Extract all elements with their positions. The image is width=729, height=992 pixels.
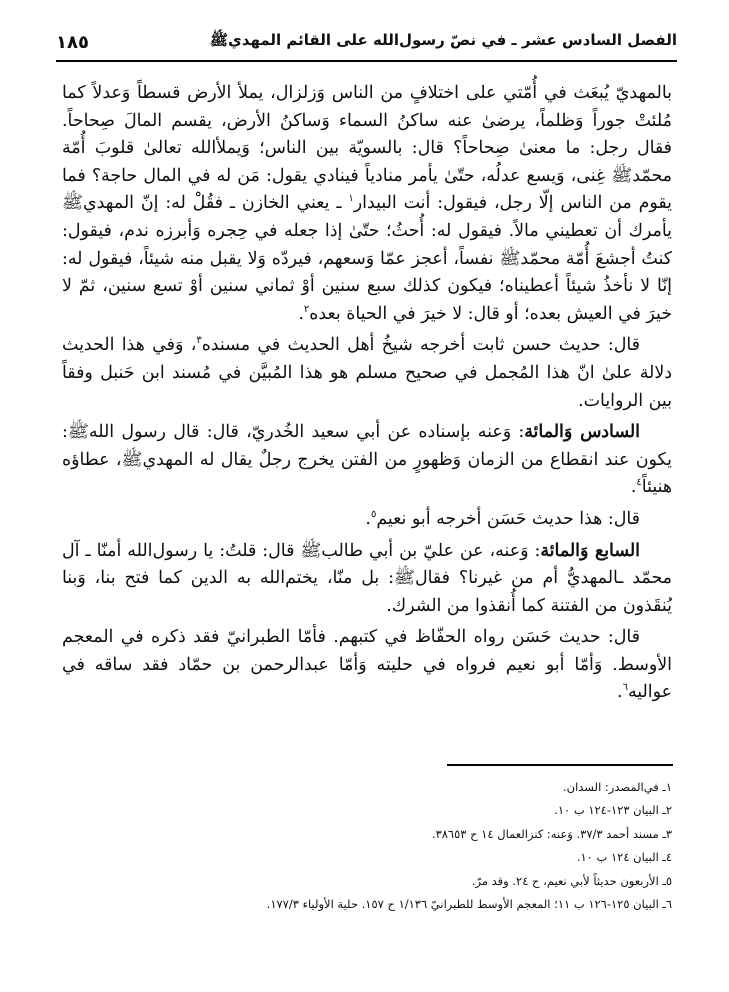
footnote-6: ٦ـ البيان ١٢٥-١٢٦ ب ١١؛ المعجم الأوسط للطبرانيّ ١/١٣٦ ح ١٥٧. حلية الأولياء ١٧٧/٣. xyxy=(266,897,672,912)
footnote-4: ٤ـ البيان ١٢٤ ب ١٠. xyxy=(576,850,672,865)
paragraph-4 xyxy=(62,506,672,534)
paragraph-2-text-cont: ، وَفي هذا الحديث دلالة علىٰ انّ هذا المُجمل في صحيح مسلم هو هذا المُبيَّن في مُسند ابن حَنبل وفقاً بين الروايات. xyxy=(62,335,672,411)
footnote-ref-6: ٦ xyxy=(622,682,628,694)
footnote-2: ٢ـ البيان ١٢٣-١٢٤ ب ١٠. xyxy=(554,803,672,818)
footnote-ref-4: ٤ xyxy=(636,477,642,489)
footnote-ref-2: ٢ xyxy=(303,303,310,315)
hadith-106-title: السادس وَالمائة xyxy=(524,422,640,443)
paragraph-5 xyxy=(62,538,672,621)
paragraph-6 xyxy=(62,624,672,707)
paragraph-2 xyxy=(62,332,672,415)
footnote-5: ٥ـ الأربعون حديثاً لأبي نعيم، ح ٢٤. وقد مرّ. xyxy=(471,873,672,888)
page-number: ١٨٥ xyxy=(56,31,89,53)
footnote-separator xyxy=(447,764,673,766)
footnote-ref-5: ٥ xyxy=(370,509,377,521)
paragraph-3-text: : وَعنه بإسناده عن أبي سعيد الخُدريّ، قال: قال رسول اللهﷺ: يكون عند انقطاع من الزمان وَظهورٍ من الفتن يخرج رجلٌ يقال له المهديﷺ، عطاؤه هنيئاً xyxy=(62,422,672,498)
footnote-ref-3: ٣ xyxy=(196,335,202,347)
paragraph-4-text: قال: هذا حديث حَسَن أخرجه أبو نعيم xyxy=(376,508,640,529)
paragraph-3 xyxy=(62,419,672,502)
period: . xyxy=(365,508,371,529)
paragraph-2-text: قال: حديث حسن ثابت أخرجه شيخُ أهل الحديث في مسنده xyxy=(201,335,640,356)
paragraph-5-text: : وَعنه، عن عليّ بن أبي طالبﷺ قال: قلتُ: يا رسول‌الله أمنّا ـ آل محمّد ـالمهديُّ أم من غيرنا؟ فقالﷺ: بل منّا، يختم‌الله به الدين كما فتح بنا، وَبنا يُنقَذون من الفتنة كما أُنقذوا من الشرك. xyxy=(62,540,672,616)
period: . xyxy=(630,477,637,498)
hadith-107-title: السابع وَالمائة xyxy=(540,540,640,561)
footnotes xyxy=(62,776,672,916)
paragraph-1-text-cont: ـ يعني الخازن ـ فقُلْ له: إنّ المهديﷺ يأمرك أن تعطيني مالاً. فيقول له: أُحثُ؛ حتّىٰ إذا جعله في حِجره وَأبرزه ندم، فيقول: كنتُ أجشعَ أُمّة محمّدﷺ نفساً، أعجز عمّا وَسعهم، فيردّه وَلا يقبل منه شيئاً، فيقول له: إنّا لا نأخذُ شيئاً أعطيناه؛ فيكون كذلك سبع سنين أوْ ثماني سنين أوْ تسع سنين، ثمّ لا خيرَ في العيش بعده؛ أو قال: لا خيرَ في الحياة بعده xyxy=(62,193,673,324)
footnote-ref-1: ١ xyxy=(348,193,354,205)
chapter-title: الفصل السادس عشر ـ في نصّ رسول‌الله على القائم المهديﷺ xyxy=(209,31,677,49)
main-text xyxy=(62,80,672,711)
paragraph-1 xyxy=(62,80,672,328)
period: . xyxy=(617,682,623,703)
paragraph-1-text: بالمهديّ يُبعَث في أُمّتي على اختلافٍ من الناس وَزلزال، يملأ الأرض قسطاً وَعدلاً كما مُلئتْ جوراً وَظلماً، يرضىٰ عنه ساكنُ السماء وَساكنُ الأرض، يقسم المالَ صِحاحاً. فقال رجل: ما معنىٰ صِحاحاً؟ قال: بالسويّة بين الناس؛ وَيملأالله تعالىٰ قلوبَ أُمّة محمّدﷺ غِنى، وَيسع عدلُه، حتّىٰ يأمر منادياً فينادي يقول: مَن له في المال حاجة؟ فما يقوم من الناس إلّا رجل، فيقول: أنت البيدار xyxy=(62,83,673,214)
footnote-1: ١ـ في‌المصدر: السدان. xyxy=(562,780,672,794)
page-header xyxy=(56,28,677,62)
period: . xyxy=(298,303,304,324)
footnote-3: ٣ـ مسند أحمد ٣٧/٣. وَعنه: كنزالعمال ١٤ ح ٣٨٦٥٣. xyxy=(431,826,672,841)
paragraph-6-text: قال: حديث حَسَن رواه الحفّاظ في كتبهم. فأمّا الطبرانيّ فقد ذكره في المعجم الأوسط. وَأمّا أبو نعيم فرواه في حليته وَأمّا عبدالرحمن بن حمّاد فقد ساقه في عواليه xyxy=(62,627,672,703)
